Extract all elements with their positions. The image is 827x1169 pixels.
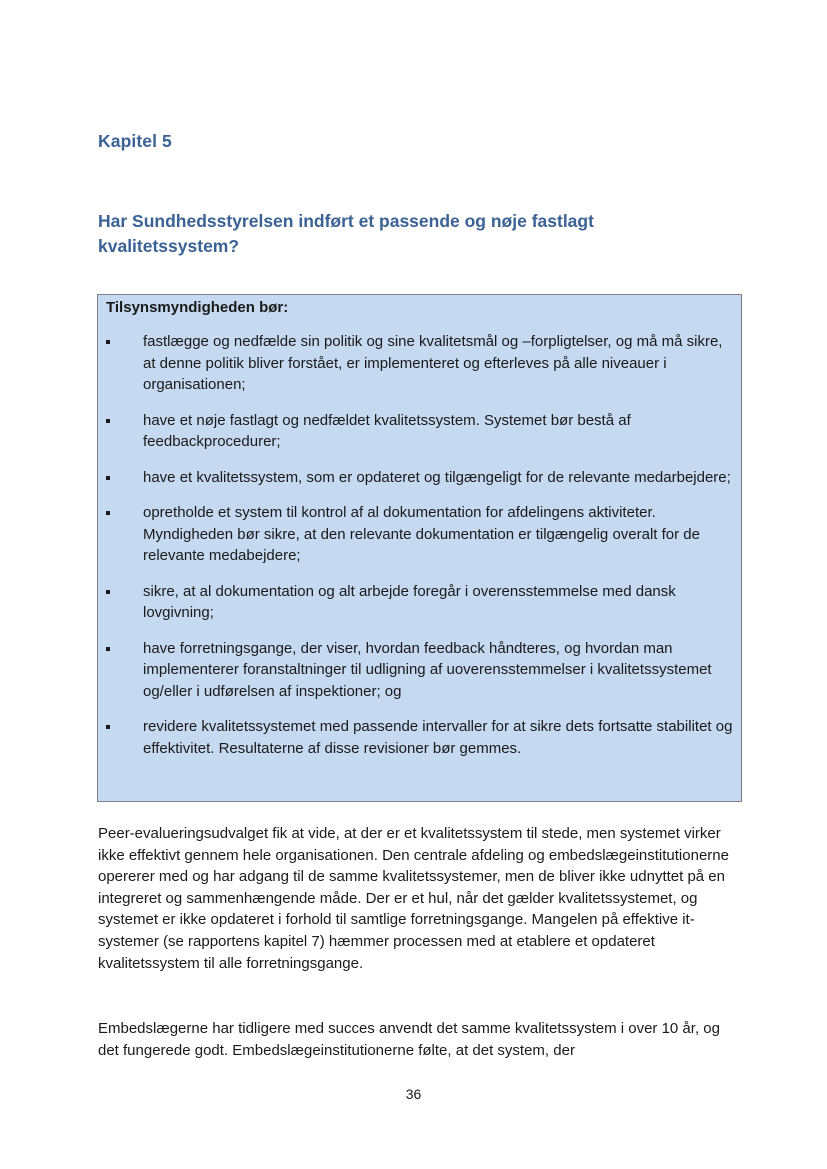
chapter-title: Kapitel 5 [98,131,172,151]
square-bullet-icon [106,476,110,480]
section-title: Har Sundhedsstyrelsen indført et passende og nøje fastlagt kvalitetssystem? [98,211,594,256]
requirement-item [106,581,741,624]
square-bullet-icon [106,511,110,515]
body-paragraph: Embedslægerne har tidligere med succes anvendt det samme kvalitetssystem i over 10 år, og det fungerede godt. Embedslægeinstitutionerne følte, at det system, der [98,1020,720,1059]
page-number: 36 [405,1086,422,1102]
requirement-text: opretholde et system til kontrol af al dokumentation for afdelingens aktiviteter. Myndigheden bør sikre, at den relevante dokumentation er tilgængelig overalt for de relevante medabejdere; [143,504,700,564]
square-bullet-icon [106,647,110,651]
requirement-text: have et nøje fastlagt og nedfældet kvalitetssystem. Systemet bør bestå af feedbackprocedurer; [143,411,631,450]
requirement-item [106,410,741,453]
requirement-text: have et kvalitetssystem, som er opdateret og tilgængeligt for de relevante medarbejdere; [143,468,731,486]
requirements-box [97,294,742,802]
body-paragraph: Peer-evalueringsudvalget fik at vide, at der er et kvalitetssystem til stede, men systemet virker ikke effektivt gennem hele organisationen. Den centrale afdeling og embedslægeinstitutionerne opererer med og har adgang til de samme kvalitetssystemer, men de bliver ikke udnyttet på en integreret og sammenhængende måde. Der er et hul, når det gælder kvalitetssystemet, og systemet er ikke opdateret i forhold til samtlige forretningsgange. Mangelen på effektive it-systemer (se rapportens kapitel 7) hæmmer processen med at etablere et opdateret kvalitetssystem til alle forretningsgange. [98,825,729,972]
requirement-text: fastlægge og nedfælde sin politik og sine kvalitetsmål og –forpligtelser, og må må sikre, at denne politik bliver forstået, er implementeret og efterleves på alle niveauer i organisationen; [143,333,723,393]
square-bullet-icon [106,590,110,594]
requirement-item [106,331,741,396]
square-bullet-icon [106,340,110,344]
requirements-heading: Tilsynsmyndigheden bør: [106,299,289,316]
square-bullet-icon [106,419,110,423]
requirement-item [106,467,741,489]
requirement-text: revidere kvalitetssystemet med passende intervaller for at sikre dets fortsatte stabilitet og effektivitet. Resultaterne af disse revisioner bør gemmes. [143,718,733,757]
requirement-text: sikre, at al dokumentation og alt arbejde foregår i overensstemmelse med dansk lovgivning; [143,582,676,621]
square-bullet-icon [106,725,110,729]
requirement-item [106,638,741,703]
requirement-text: have forretningsgange, der viser, hvordan feedback håndteres, og hvordan man implementerer foranstaltninger til udligning af uoverensstemmelser i kvalitetssystemet og/eller i udførelsen af inspektioner; og [143,639,712,700]
requirements-list [106,331,741,759]
requirement-item [106,716,741,759]
requirement-item [106,502,741,567]
